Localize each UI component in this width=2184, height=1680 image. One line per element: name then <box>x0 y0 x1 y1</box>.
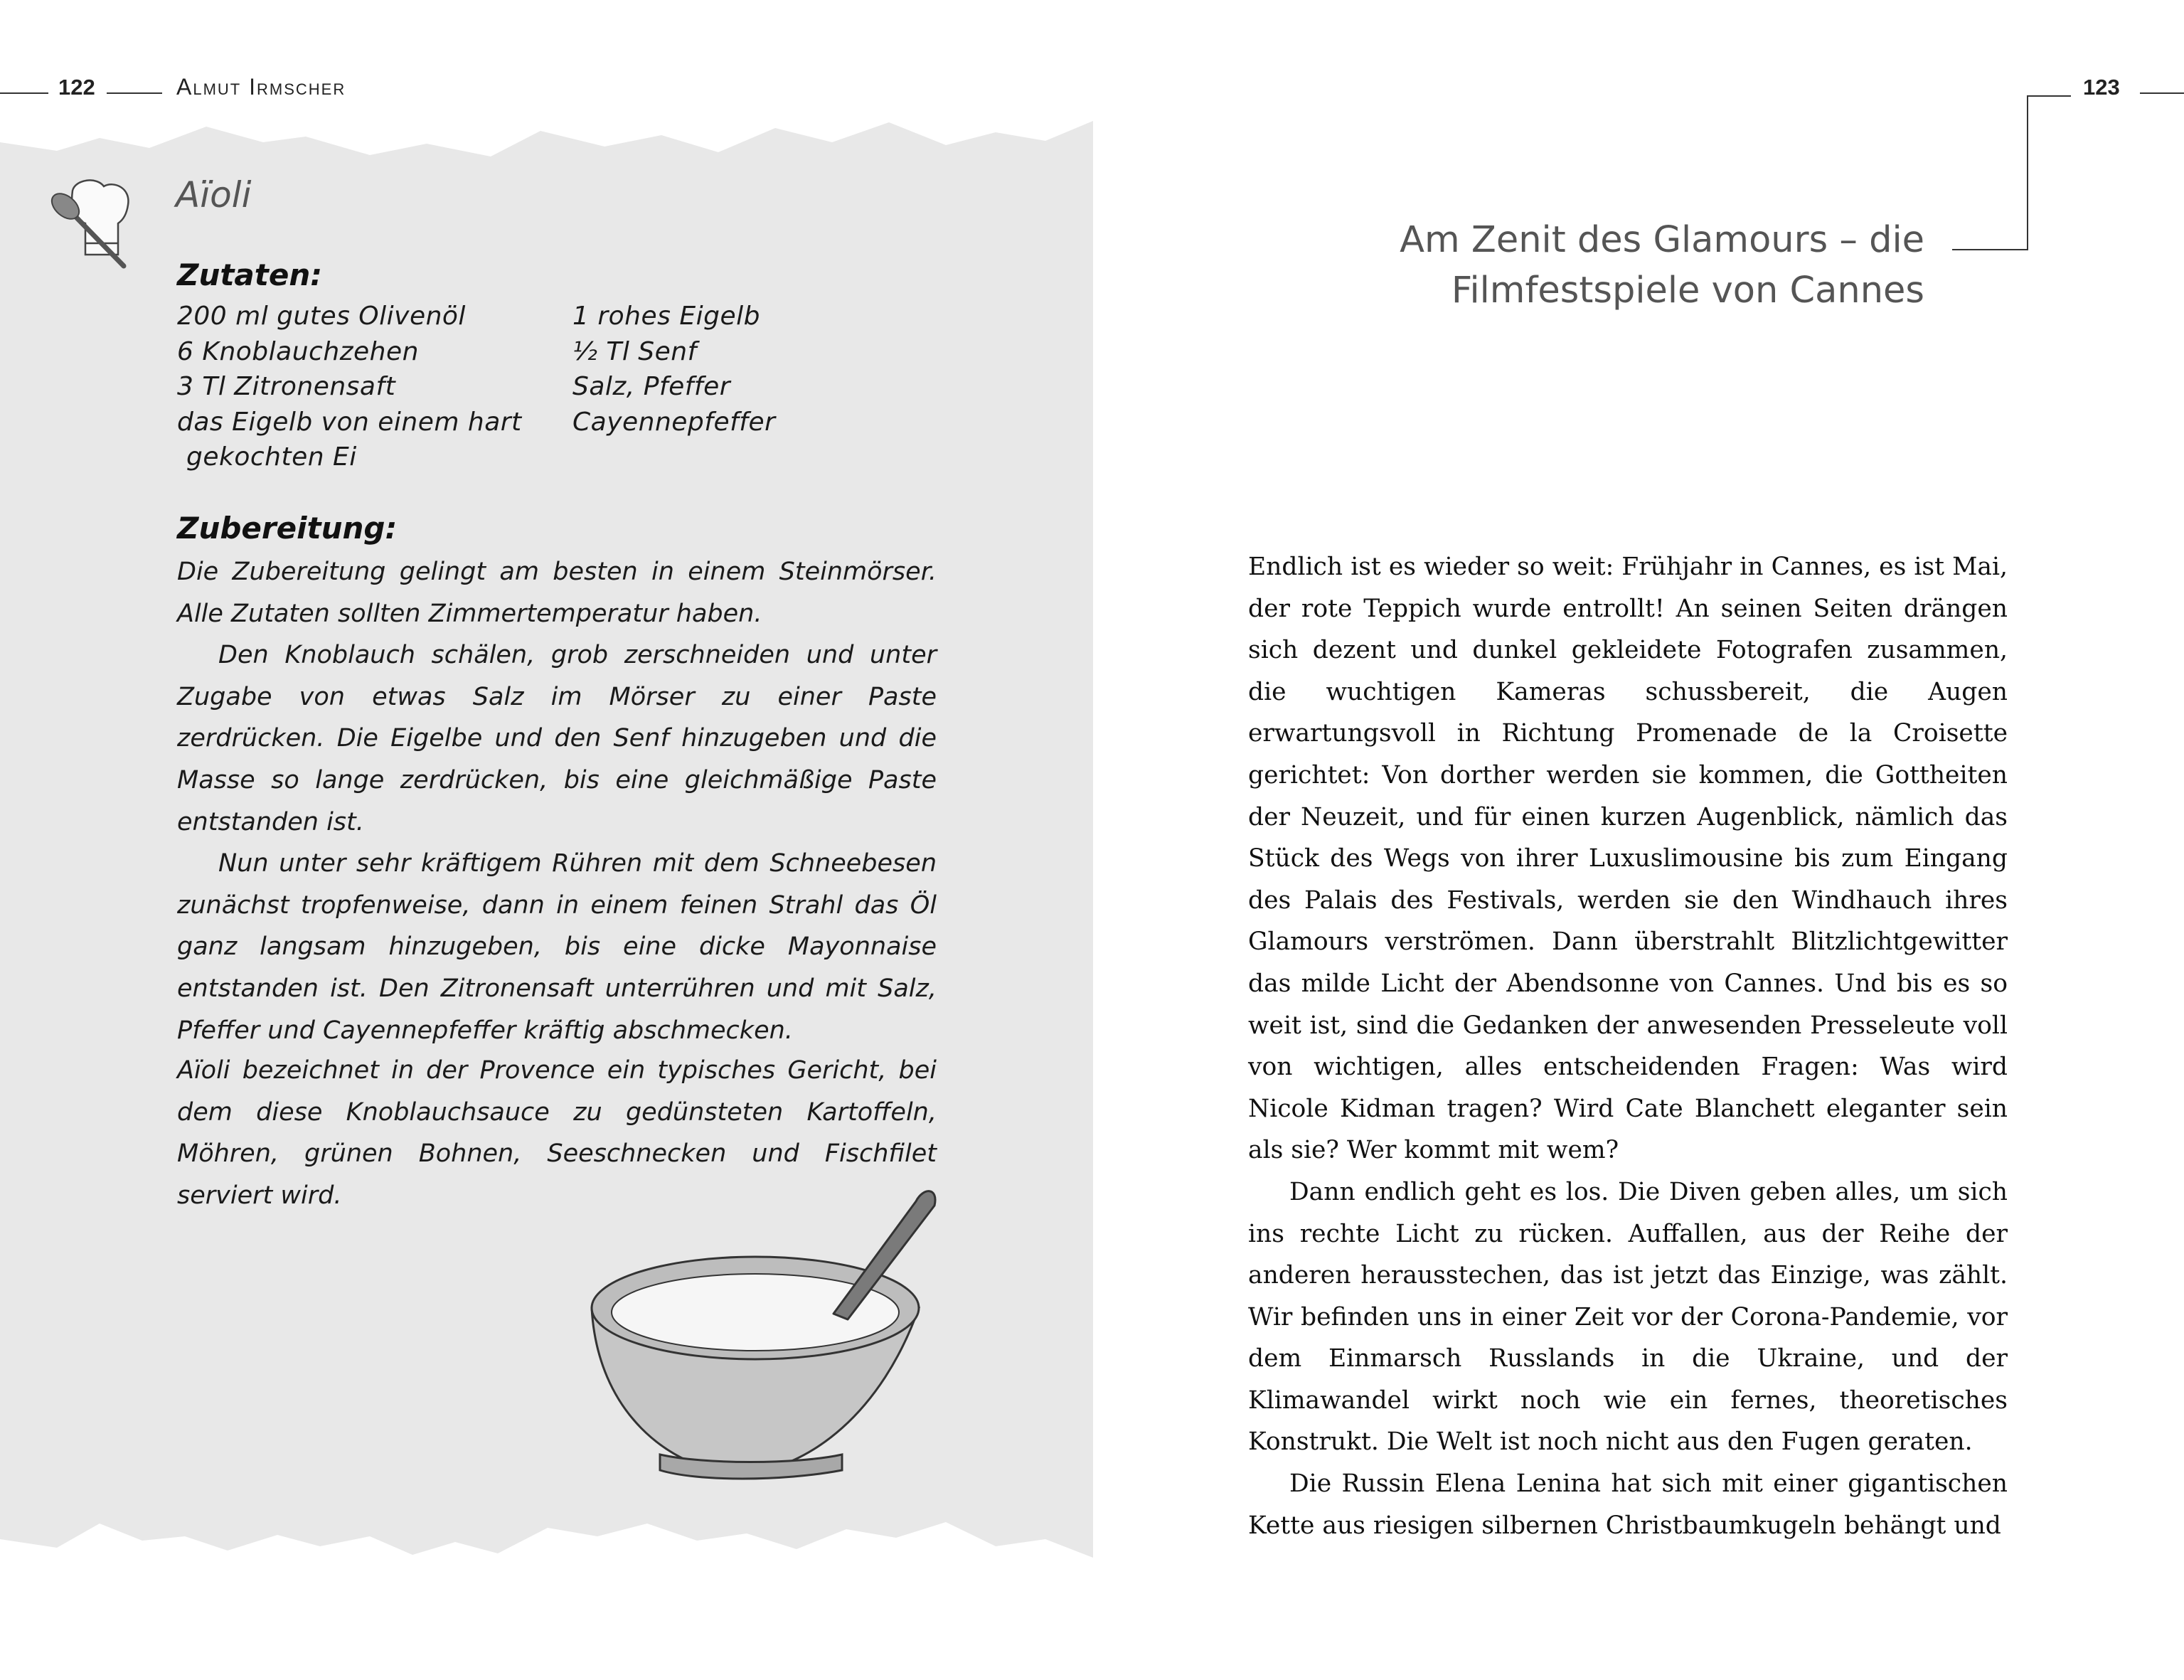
ingredient-item: Salz, Pfeffer <box>572 372 731 402</box>
chapter-bracket-vertical <box>2027 95 2028 250</box>
chef-hat-spoon-icon <box>44 178 137 270</box>
ingredient-item: 6 Knoblauchzehen <box>177 336 419 366</box>
ingredient-item: ½ Tl Senf <box>572 336 697 366</box>
page-number-left: 122 <box>58 75 95 100</box>
preparation-text <box>177 551 937 1051</box>
preparation-paragraph: Den Knoblauch schälen, grob zerschneiden und unter Zugabe von etwas Salz im Mörser zu einer Paste zerdrücken. Die Eigelbe und den Senf hinzugeben und die Masse so lange zerdrücken, bis eine gleichmäßige Paste entstanden ist. <box>177 641 937 836</box>
header-rule-left <box>0 92 48 94</box>
body-paragraph: Die Russin Elena Lenina hat sich mit einer gigantischen Kette aus riesigen silbernen Christbaumkugeln behängt und <box>1248 1469 2008 1540</box>
ingredient-item: 1 rohes Eigelb <box>572 302 760 331</box>
chapter-title-line: Am Zenit des Glamours – die <box>1400 219 1924 261</box>
body-paragraph: Dann endlich geht es los. Die Diven geben alles, um sich ins rechte Licht zu rücken. Auffallen, aus der Reihe der anderen herausstechen, das ist jetzt das Einzige, was zählt. Wir befinden uns in einer Zeit vor der Corona-Pandemie, vor dem Einmarsch Russlands in die Ukraine, und der Klimawandel wirkt noch wie ein fernes, theoretisches Konstrukt. Die Welt ist noch nicht aus den Fugen geraten. <box>1248 1177 2008 1457</box>
recipe-note: Aïoli bezeichnet in der Provence ein typisches Gericht, bei dem diese Knoblauchsauce zu gedünsteten Kartoffeln, Möhren, grünen Bohnen, Seeschnecken und Fischfilet serviert wird. <box>177 1056 937 1210</box>
ingredient-item: gekochten Ei <box>186 442 357 472</box>
preparation-paragraph: Nun unter sehr kräftigem Rühren mit dem Schneebesen zunächst tropfenweise, dann in einem feinen Strahl das Öl ganz langsam hinzugeben, bis eine dicke Mayonnaise entstanden ist. Den Zitronensaft unterrühren und mit Salz, Pfeffer und Cayennepfeffer kräftig abschmecken. <box>177 849 937 1045</box>
page-number-right: 123 <box>2083 75 2120 100</box>
preparation-heading: Zubereitung: <box>177 511 398 546</box>
header-rule-right <box>2140 92 2184 94</box>
running-header-author: Almut Irmscher <box>176 74 346 100</box>
chapter-title <box>1213 215 1924 316</box>
ingredient-item: Cayennepfeffer <box>572 407 776 437</box>
ingredient-item: 3 Tl Zitronensaft <box>177 372 396 402</box>
ingredient-item: 200 ml gutes Olivenöl <box>177 302 466 331</box>
chapter-bracket-horizontal <box>1952 249 2028 250</box>
ingredients-list-left <box>177 299 522 475</box>
ingredients-list-right <box>572 299 775 440</box>
header-rule-left-inner <box>107 92 162 94</box>
body-paragraph: Endlich ist es wieder so weit: Frühjahr in Cannes, es ist Mai, der rote Teppich wurde entrollt! An seinen Seiten drängen sich dezent und dunkel gekleidete Fotografen zusammen, die wuchtigen Kameras schussbereit, die Augen erwartungsvoll in Richtung Promenade de la Croisette gerichtet: Von dorther werden sie kommen, die Gottheiten der Neuzeit, und für einen kurzen Augenblick, nämlich das Stück des Wegs von ihrer Luxuslimousine bis zum Eingang des Palais des Festivals, werden sie den Windhauch ihres Glamours verströmen. Dann überstrahlt Blitzlichtgewitter das milde Licht der Abendsonne von Cannes. Und bis es so weit ist, sind die Gedanken der anwesenden Presseleute voll von wichtigen, alles entscheidenden Fragen: Was wird Nicole Kidman tragen? Wird Cate Blanchett eleganter sein als sie? Wer kommt mit wem? <box>1248 553 2008 1165</box>
mixing-bowl-illustration <box>569 1177 939 1490</box>
preparation-paragraph: Die Zubereitung gelingt am besten in einem Steinmörser. Alle Zutaten sollten Zimmertemperatur haben. <box>177 558 937 628</box>
ingredients-heading: Zutaten: <box>177 257 323 292</box>
ingredient-item: das Eigelb von einem hart <box>177 407 522 437</box>
header-rule-right-inner <box>2027 95 2071 97</box>
recipe-title: Aïoli <box>176 174 252 216</box>
chapter-body-text <box>1248 546 2008 1546</box>
chapter-title-line: Filmfestspiele von Cannes <box>1451 270 1924 312</box>
